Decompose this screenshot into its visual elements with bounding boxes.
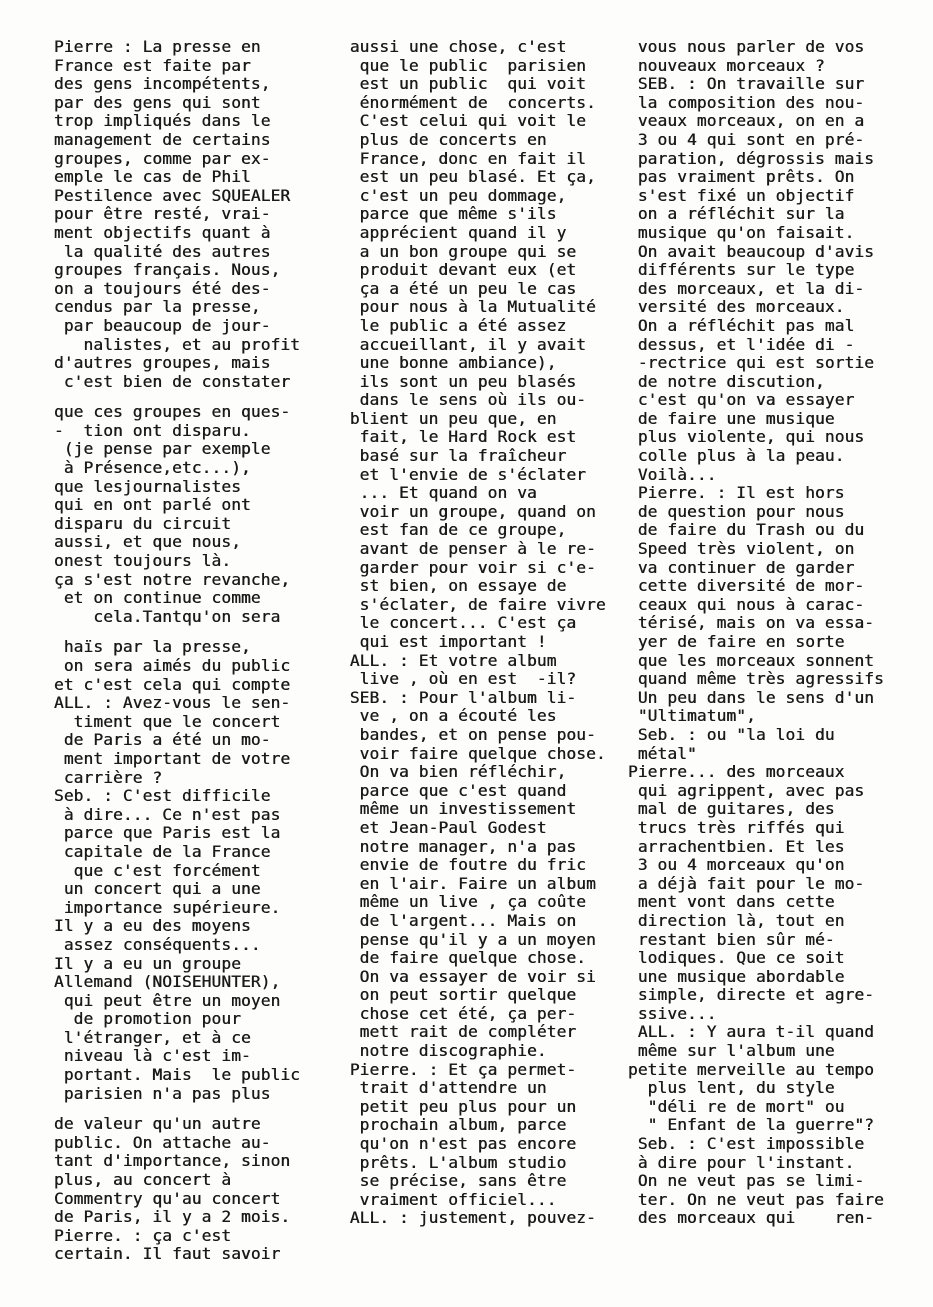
text-line: un concert qui a une (44, 879, 261, 899)
text-line: petite merveille au tempo (618, 1059, 874, 1079)
text-line: st bien, on essaye de (330, 576, 567, 596)
text-line: plus lent, du style (618, 1078, 835, 1098)
text-line: mal de guitares, des (618, 799, 835, 819)
text-line: différents sur le type (618, 260, 855, 280)
text-line: va continuer de garder (618, 557, 855, 577)
text-line: plus de concerts en (330, 129, 547, 149)
text-line: parisien n'a pas plus (44, 1083, 271, 1103)
text-line: Seb. : C'est difficile (44, 786, 271, 806)
text-line: c'est un peu dommage, (330, 185, 567, 205)
text-line: parce que même s'ils (330, 204, 557, 224)
text-line: ALL. : Avez-vous le sen- (44, 693, 291, 713)
text-line: s'éclater, de faire vivre (330, 594, 606, 614)
text-line: cette diversité de mor- (618, 576, 865, 596)
text-column-1 (44, 38, 334, 1264)
text-line: Pierre : La presse en (44, 37, 261, 56)
text-line: et Jean-Paul Godest (330, 817, 547, 837)
text-line: - tion ont disparu. (44, 420, 251, 440)
text-line: musique qu'on faisait. (618, 222, 855, 242)
text-line: par des gens qui sont (44, 92, 261, 112)
text-line: de notre discution, (618, 371, 825, 391)
text-line: groupes français. Nous, (44, 260, 281, 280)
text-line: avant de penser à le re- (330, 539, 596, 559)
text-line: Speed très violent, on (618, 539, 855, 559)
text-line: de promotion pour (44, 1009, 241, 1029)
text-line: (je pense par exemple (44, 439, 271, 459)
text-line: le public a été assez (330, 315, 567, 335)
text-line: ment objectifs quant à (44, 222, 271, 242)
text-line: timent que le concert (44, 711, 281, 731)
text-line: public. On attache au- (44, 1132, 271, 1152)
text-line: on a réfléchit sur la (618, 204, 845, 224)
text-line: que les morceaux sonnent (618, 650, 874, 670)
text-column-2 (330, 38, 620, 1228)
text-line: nouveaux morceaux ? (618, 55, 825, 75)
text-line: qui en ont parlé ont (44, 495, 251, 515)
text-line: qui peut être un moyen (44, 990, 281, 1010)
text-line: onest toujours là. (44, 551, 232, 571)
text-line: pas vraiment prêts. On (618, 167, 855, 187)
text-line: Il y a eu un groupe (44, 953, 241, 973)
text-line: prêts. L'album studio (330, 1152, 567, 1172)
text-line: et c'est cela qui compte (44, 674, 291, 694)
text-line: à dire pour l'instant. (618, 1152, 855, 1172)
text-line: de Paris a été un mo- (44, 730, 271, 750)
text-line: on sera aimés du public (44, 656, 291, 675)
text-line: trop impliqués dans le (44, 111, 271, 131)
text-line: restant bien sûr mé- (618, 929, 835, 949)
text-line: "Ultimatum", (618, 706, 756, 726)
text-line: importance supérieure. (44, 897, 281, 917)
text-line: une bonne ambiance), (330, 353, 557, 373)
text-line: qui agrippent, avec pas (618, 780, 865, 800)
text-line: ment important de votre (44, 748, 291, 768)
text-line: on peut sortir quelque (330, 985, 577, 1005)
text-line: des morceaux qui ren- (618, 1208, 874, 1228)
text-line: Un peu dans le sens d'un (618, 687, 874, 707)
text-line: On va essayer de voir si (330, 966, 596, 986)
text-line: est un peu blasé. Et ça, (330, 167, 596, 187)
text-line: de Paris, il y a 2 mois. (44, 1207, 291, 1227)
text-line: fait, le Hard Rock est (330, 427, 577, 447)
text-line: c'est bien de constater (44, 371, 291, 391)
text-line: à dire... Ce n'est pas (44, 804, 281, 824)
text-line: envie de foutre du fric (330, 855, 586, 875)
text-line: ve , on a écouté les (330, 706, 557, 726)
text-line: voir un groupe, quand on (330, 501, 596, 521)
text-line: métal" (618, 743, 697, 763)
text-line: c'est qu'on va essayer (618, 390, 855, 410)
text-line: est fan de ce groupe, (330, 520, 567, 540)
text-line: Pierre. : Il est hors (618, 483, 845, 503)
text-line: blient un peu que, en (330, 408, 557, 428)
text-line: même un investissement (330, 799, 577, 819)
text-line: ça a été un peu le cas (330, 278, 577, 298)
text-line: vous nous parler de vos (618, 37, 865, 56)
text-line: Seb. : C'est impossible (618, 1134, 865, 1154)
text-line: que c'est forcément (44, 860, 261, 880)
text-line: térisé, mais on va essa- (618, 613, 874, 633)
text-line: qui est important ! (330, 632, 547, 651)
text-line: apprécient quand il y (330, 222, 567, 242)
text-line: une musique abordable (618, 966, 845, 986)
text-line: 3 ou 4 qui sont en pré- (618, 129, 865, 149)
text-line: live , où en est -il? (330, 669, 577, 689)
text-line: direction là, tout en (618, 910, 845, 930)
text-line: a un bon groupe qui se (330, 241, 577, 261)
text-line: ... Et quand on va (330, 483, 537, 503)
text-line: parce que Paris est la (44, 823, 281, 843)
text-line: de question pour nous (618, 501, 845, 521)
text-line: de l'argent... Mais on (330, 910, 577, 930)
text-line: France, donc en fait il (330, 148, 586, 168)
text-line: paration, dégrossis mais (618, 148, 874, 168)
text-line: Seb. : ou "la loi du (618, 724, 835, 744)
text-line: que le public parisien (330, 55, 586, 75)
text-line: disparu du circuit (44, 513, 232, 533)
text-line: d'autres groupes, mais (44, 353, 271, 373)
text-line: veaux morceaux, on en a (618, 111, 865, 131)
text-line: s'est fixé un objectif (618, 185, 855, 205)
text-line: pour être resté, vrai- (44, 204, 271, 224)
text-line: C'est celui qui voit le (330, 111, 586, 131)
text-line: France est faite par (44, 55, 251, 75)
text-line: portant. Mais le public (44, 1065, 300, 1085)
text-line: arrachentbien. Et les (618, 836, 845, 856)
text-line: SEB. : Pour l'album li- (330, 687, 577, 707)
text-line: est un public qui voit (330, 74, 586, 94)
text-line: ils sont un peu blasés (330, 371, 577, 391)
text-line: ceaux qui nous à carac- (618, 594, 865, 614)
text-line: On avait beaucoup d'avis (618, 241, 874, 261)
text-line: aussi une chose, c'est (330, 37, 567, 56)
text-line: accueillant, il y avait (330, 334, 586, 354)
text-line: On va bien réfléchir, (330, 762, 567, 782)
text-line: garder pour voir si c'e- (330, 557, 596, 577)
text-line: dans le sens où ils ou- (330, 390, 586, 410)
text-line: basé sur la fraîcheur (330, 446, 567, 466)
text-line: a déjà fait pour le mo- (618, 873, 865, 893)
text-line: certain. Il faut savoir (44, 1244, 281, 1264)
text-line: par beaucoup de jour- (44, 315, 271, 335)
text-line: même sur l'album une (618, 1041, 835, 1061)
text-line: cendus par la presse, (44, 297, 261, 317)
text-line: plus violente, qui nous (618, 427, 865, 447)
text-line: bandes, et on pense pou- (330, 724, 596, 744)
text-line: carrière ? (44, 767, 163, 787)
text-line: " Enfant de la guerre"? (618, 1115, 874, 1135)
text-line: Voilà... (618, 464, 717, 484)
text-line: énormément de concerts. (330, 92, 596, 112)
text-line: des gens incompétents, (44, 74, 271, 94)
text-line: de valeur qu'un autre (44, 1114, 261, 1134)
text-line: ça s'est notre revanche, (44, 569, 291, 589)
text-line: lodiques. Que ce soit (618, 948, 845, 968)
text-line: la qualité des autres (44, 241, 271, 261)
text-line: ALL. : Et votre album (330, 650, 557, 670)
text-line: parce que c'est quand (330, 780, 567, 800)
text-line: SEB. : On travaille sur (618, 74, 865, 94)
text-line: Il y a eu des moyens (44, 916, 251, 936)
text-column-3 (618, 38, 918, 1228)
text-line: nalistes, et au profit (44, 334, 300, 354)
text-line: simple, directe et agre- (618, 985, 874, 1005)
text-line: haïs par la presse, (44, 637, 251, 657)
text-line: trait d'attendre un (330, 1078, 547, 1098)
text-line: cela.Tantqu'on sera (44, 606, 281, 626)
text-line: niveau là c'est im- (44, 1046, 251, 1066)
text-line: l'étranger, et à ce (44, 1027, 251, 1047)
text-line: prochain album, parce (330, 1115, 567, 1135)
text-line: se précise, sans être (330, 1171, 567, 1191)
text-line: Pestilence avec SQUEALER (44, 185, 291, 205)
text-line: 3 ou 4 morceaux qu'on (618, 855, 845, 875)
text-line: tant d'importance, sinon (44, 1151, 291, 1171)
text-line: pour nous à la Mutualité (330, 297, 596, 317)
text-line: Pierre. : ça c'est (44, 1225, 232, 1245)
text-line: quand même très agressifs (618, 669, 884, 689)
text-line: en l'air. Faire un album (330, 873, 596, 893)
text-line: pense qu'il y a un moyen (330, 929, 596, 949)
text-line: notre manager, n'a pas (330, 836, 577, 856)
text-line: -rectrice qui est sortie (618, 353, 874, 373)
text-line: colle plus à la peau. (618, 446, 845, 466)
text-line: et l'envie de s'éclater (330, 464, 586, 484)
text-line: de faire quelque chose. (330, 948, 586, 968)
text-line: ssive... (618, 1003, 717, 1023)
text-line: on a toujours été des- (44, 278, 271, 298)
text-line: de faire du Trash ou du (618, 520, 865, 540)
text-line: ter. On ne veut pas faire (618, 1189, 884, 1209)
text-line: qu'on n'est pas encore (330, 1134, 577, 1154)
text-line: des morceaux, et la di- (618, 278, 865, 298)
text-line: le concert... C'est ça (330, 613, 577, 633)
text-line: ALL. : justement, pouvez- (330, 1208, 596, 1228)
text-line: vraiment officiel... (330, 1189, 557, 1209)
text-line: On a réfléchit pas mal (618, 315, 855, 335)
text-line: Pierre. : Et ça permet- (330, 1059, 577, 1079)
text-line: management de certains (44, 129, 271, 149)
text-line: On ne veut pas se limi- (618, 1171, 865, 1191)
text-line: emple le cas de Phil (44, 167, 251, 187)
text-line: groupes, comme par ex- (44, 148, 271, 168)
text-line: chose cet été, ça per- (330, 1003, 577, 1023)
text-line: trucs très riffés qui (618, 817, 845, 837)
text-line: Commentry qu'au concert (44, 1188, 281, 1208)
text-line: plus, au concert à (44, 1170, 232, 1190)
text-line: ALL. : Y aura t-il quand (618, 1022, 874, 1042)
text-line: dessus, et l'idée di - (618, 334, 855, 354)
text-line: mett rait de compléter (330, 1022, 577, 1042)
text-line: Pierre... des morceaux (618, 762, 845, 782)
text-line: notre discographie. (330, 1041, 547, 1061)
text-line: yer de faire en sorte (618, 632, 845, 651)
text-line: à Présence,etc...), (44, 458, 251, 478)
text-line: versité des morceaux. (618, 297, 845, 317)
text-line: voir faire quelque chose. (330, 743, 606, 763)
text-line: ment vont dans cette (618, 892, 835, 912)
text-line: petit peu plus pour un (330, 1096, 577, 1116)
text-line: "déli re de mort" ou (618, 1096, 845, 1116)
text-line: de faire une musique (618, 408, 835, 428)
text-line: que lesjournalistes (44, 476, 241, 496)
text-line: aussi, et que nous, (44, 532, 241, 552)
text-line: et on continue comme (44, 588, 261, 608)
text-line: produit devant eux (et (330, 260, 577, 280)
text-line: même un live , ça coûte (330, 892, 586, 912)
text-line: capitale de la France (44, 841, 271, 861)
text-line: la composition des nou- (618, 92, 865, 112)
text-line: que ces groupes en ques- (44, 402, 291, 422)
text-line: Allemand (NOISEHUNTER), (44, 972, 281, 992)
text-line: assez conséquents... (44, 934, 261, 954)
